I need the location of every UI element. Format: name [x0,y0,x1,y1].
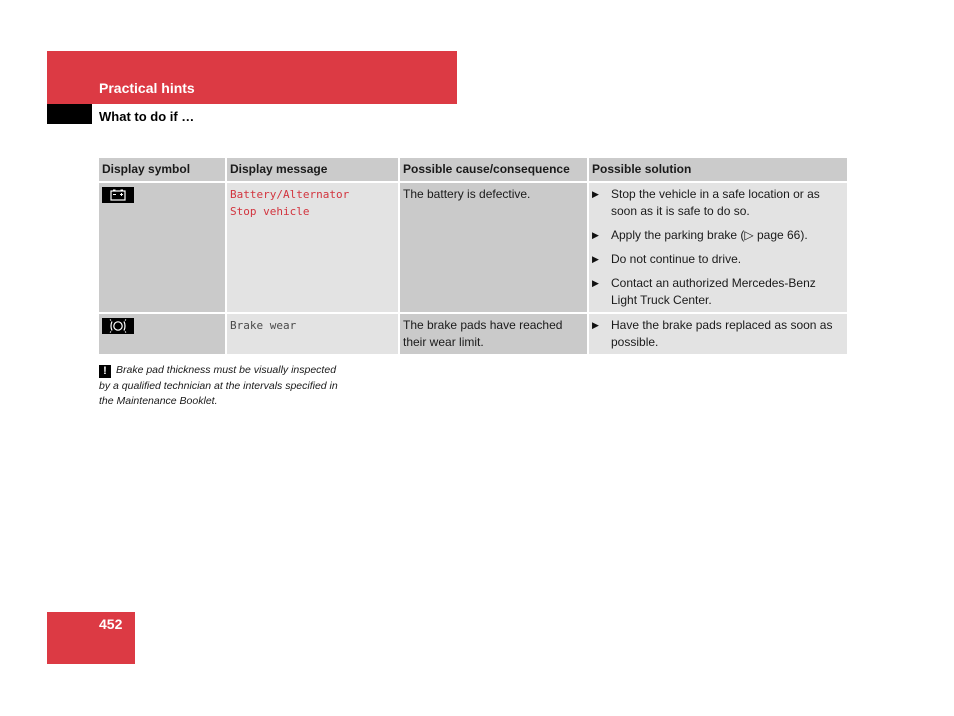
warning-note [99,363,344,410]
solution-cell [588,182,847,313]
table-row [99,182,847,313]
column-header-message: Display message [226,158,399,182]
column-header-cause: Possible cause/consequence [399,158,588,182]
page-number-block [47,612,135,664]
solution-item: ▶ Contact an authorized Mercedes-Benz Light Truck Center. [592,276,816,307]
bullet-arrow-icon: ▶ [592,189,599,199]
brake-wear-icon [102,318,134,334]
section-header-band [47,51,457,104]
message-line: Brake wear [230,319,297,332]
solution-item: ▶ Do not continue to drive. [592,252,742,266]
column-header-symbol: Display symbol [99,158,226,182]
subsection-title: What to do if … [99,109,195,124]
solution-item: ▶ Have the brake pads replaced as soon as possible. [592,318,833,349]
message-cell [226,313,399,354]
bullet-arrow-icon: ▶ [592,278,599,288]
message-line: Stop vehicle [230,205,310,218]
section-title: Practical hints [99,80,195,96]
symbol-cell [99,182,226,313]
message-cell [226,182,399,313]
table-header-row [99,158,847,182]
warning-note-text: Brake pad thickness must be visually inspected by a qualified technician at the intervals specified in the Maintenance Booklet. [99,364,338,407]
column-header-solution: Possible solution [588,158,847,182]
display-message-table [99,158,847,354]
solution-item: ▶ Stop the vehicle in a safe location or as soon as it is safe to do so. [592,187,820,218]
solution-cell [588,313,847,354]
subsection-tab-marker [47,104,92,124]
bullet-arrow-icon: ▶ [592,254,599,264]
symbol-cell [99,313,226,354]
table-row [99,313,847,354]
exclamation-icon: ! [99,365,111,378]
page-number: 452 [99,616,123,632]
solution-item: ▶ Apply the parking brake (▷ page 66). [592,228,808,242]
bullet-arrow-icon: ▶ [592,320,599,330]
cause-cell: The battery is defective. [399,182,588,313]
cause-cell: The brake pads have reached their wear limit. [399,313,588,354]
message-line: Battery/Alternator [230,188,350,201]
bullet-arrow-icon: ▶ [592,230,599,240]
battery-icon [102,187,134,203]
